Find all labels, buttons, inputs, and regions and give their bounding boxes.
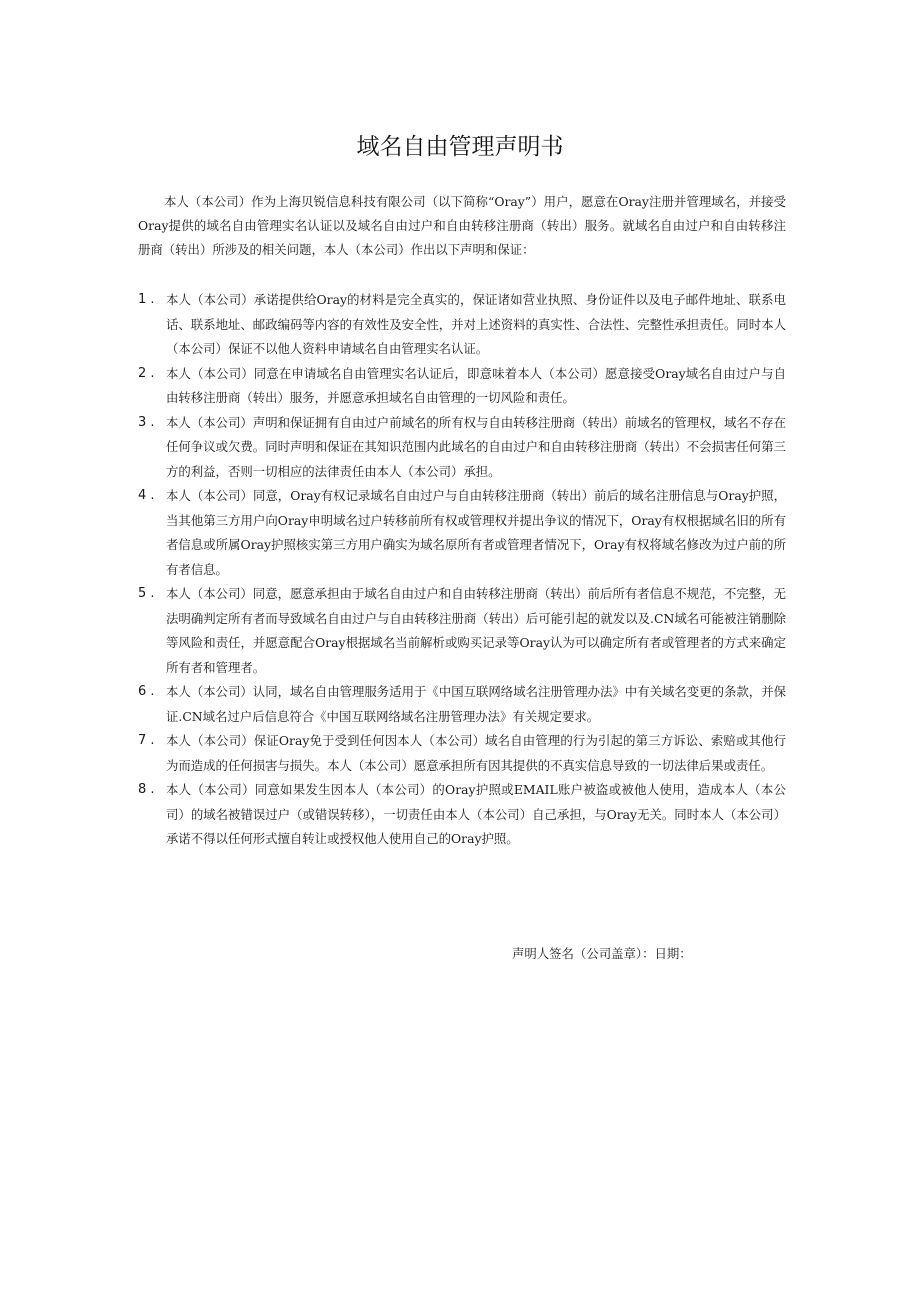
clause-number: 6 . bbox=[138, 680, 155, 705]
clause-item bbox=[138, 411, 786, 485]
clause-number: 1 . bbox=[138, 288, 155, 313]
clause-item bbox=[138, 484, 786, 582]
clause-text: 本人（本公司）同意在申请域名自由管理实名认证后，即意味着本人（本公司）愿意接受Oray域名自由过户与自由转移注册商（转出）服务，并愿意承担域名自由管理的一切风险和责任。 bbox=[166, 365, 786, 405]
clause-text: 本人（本公司）保证Oray免于受到任何因本人（本公司）域名自由管理的行为引起的第三方诉讼、索赔或其他行为而造成的任何损害与损失。本人（本公司）愿意承担所有因其提供的不真实信息导致的一切法律后果或责任。 bbox=[166, 733, 786, 773]
clause-item bbox=[138, 582, 786, 680]
clause-item bbox=[138, 362, 786, 411]
clause-text: 本人（本公司）同意，愿意承担由于域名自由过户和自由转移注册商（转出）前后所有者信息不规范，不完整，无法明确判定所有者而导致域名自由过户与自由转移注册商（转出）后可能引起的就发以及.CN域名可能被注销删除等风险和责任，并愿意配合Oray根据域名当前解析或购买记录等Oray认为可以确定所有者或管理者的方式来确定所有者和管理者。 bbox=[166, 586, 786, 675]
clause-number: 8 . bbox=[138, 778, 155, 803]
clause-item bbox=[138, 288, 786, 362]
clause-item bbox=[138, 729, 786, 778]
clause-item bbox=[138, 680, 786, 729]
clause-number: 4 . bbox=[138, 484, 155, 509]
clause-number: 3 . bbox=[138, 411, 155, 436]
clause-text: 本人（本公司）承诺提供给Oray的材料是完全真实的，保证诸如营业执照、身份证件以及电子邮件地址、联系电话、联系地址、邮政编码等内容的有效性及安全性，并对上述资料的真实性、合法性、完整性承担责任。同时本人（本公司）保证不以他人资料申请域名自由管理实名认证。 bbox=[166, 292, 786, 356]
clause-number: 2 . bbox=[138, 362, 155, 387]
signature-line: 声明人签名（公司盖章）：日期： bbox=[512, 946, 692, 961]
clause-item bbox=[138, 778, 786, 852]
intro-paragraph: 本人（本公司）作为上海贝锐信息科技有限公司（以下简称“Oray”）用户，愿意在Oray注册并管理域名，并接受Oray提供的域名自由管理实名认证以及域名自由过户和自由转移注册商（转出）服务。就域名自由过户和自由转移注册商（转出）所涉及的相关问题，本人（本公司）作出以下声明和保证： bbox=[138, 194, 786, 257]
clause-number: 7 . bbox=[138, 729, 155, 754]
clause-text: 本人（本公司）声明和保证拥有自由过户前域名的所有权与自由转移注册商（转出）前域名的管理权，域名不存在任何争议或欠费。同时声明和保证在其知识范围内此域名的自由过户和自由转移注册商（转出）不会损害任何第三方的利益，否则一切相应的法律责任由本人（本公司）承担。 bbox=[166, 414, 786, 479]
clause-text: 本人（本公司）同意如果发生因本人（本公司）的Oray护照或EMAIL账户被盗或被他人使用，造成本人（本公司）的域名被错误过户（或错误转移），一切责任由本人（本公司）自己承担，与Oray无关。同时本人（本公司）承诺不得以任何形式擅自转让或授权他人使用自己的Oray护照。 bbox=[166, 782, 786, 846]
clause-number: 5 . bbox=[138, 582, 155, 607]
clause-list bbox=[138, 288, 786, 852]
document-title: 域名自由管理声明书 bbox=[356, 134, 564, 160]
clause-text: 本人（本公司）认同，域名自由管理服务适用于《中国互联网络域名注册管理办法》中有关域名变更的条款，并保证.CN域名过户后信息符合《中国互联网络域名注册管理办法》有关规定要求。 bbox=[166, 684, 786, 724]
clause-text: 本人（本公司）同意，Oray有权记录域名自由过户与自由转移注册商（转出）前后的域名注册信息与Oray护照，当其他第三方用户向Oray申明域名过户转移前所有权或管理权并提出争议的情况下，Oray有权根据域名旧的所有者信息或所属Oray护照核实第三方用户确实为域名原所有者或管理者情况下，Oray有权将域名修改为过户前的所有者信息。 bbox=[166, 488, 786, 577]
